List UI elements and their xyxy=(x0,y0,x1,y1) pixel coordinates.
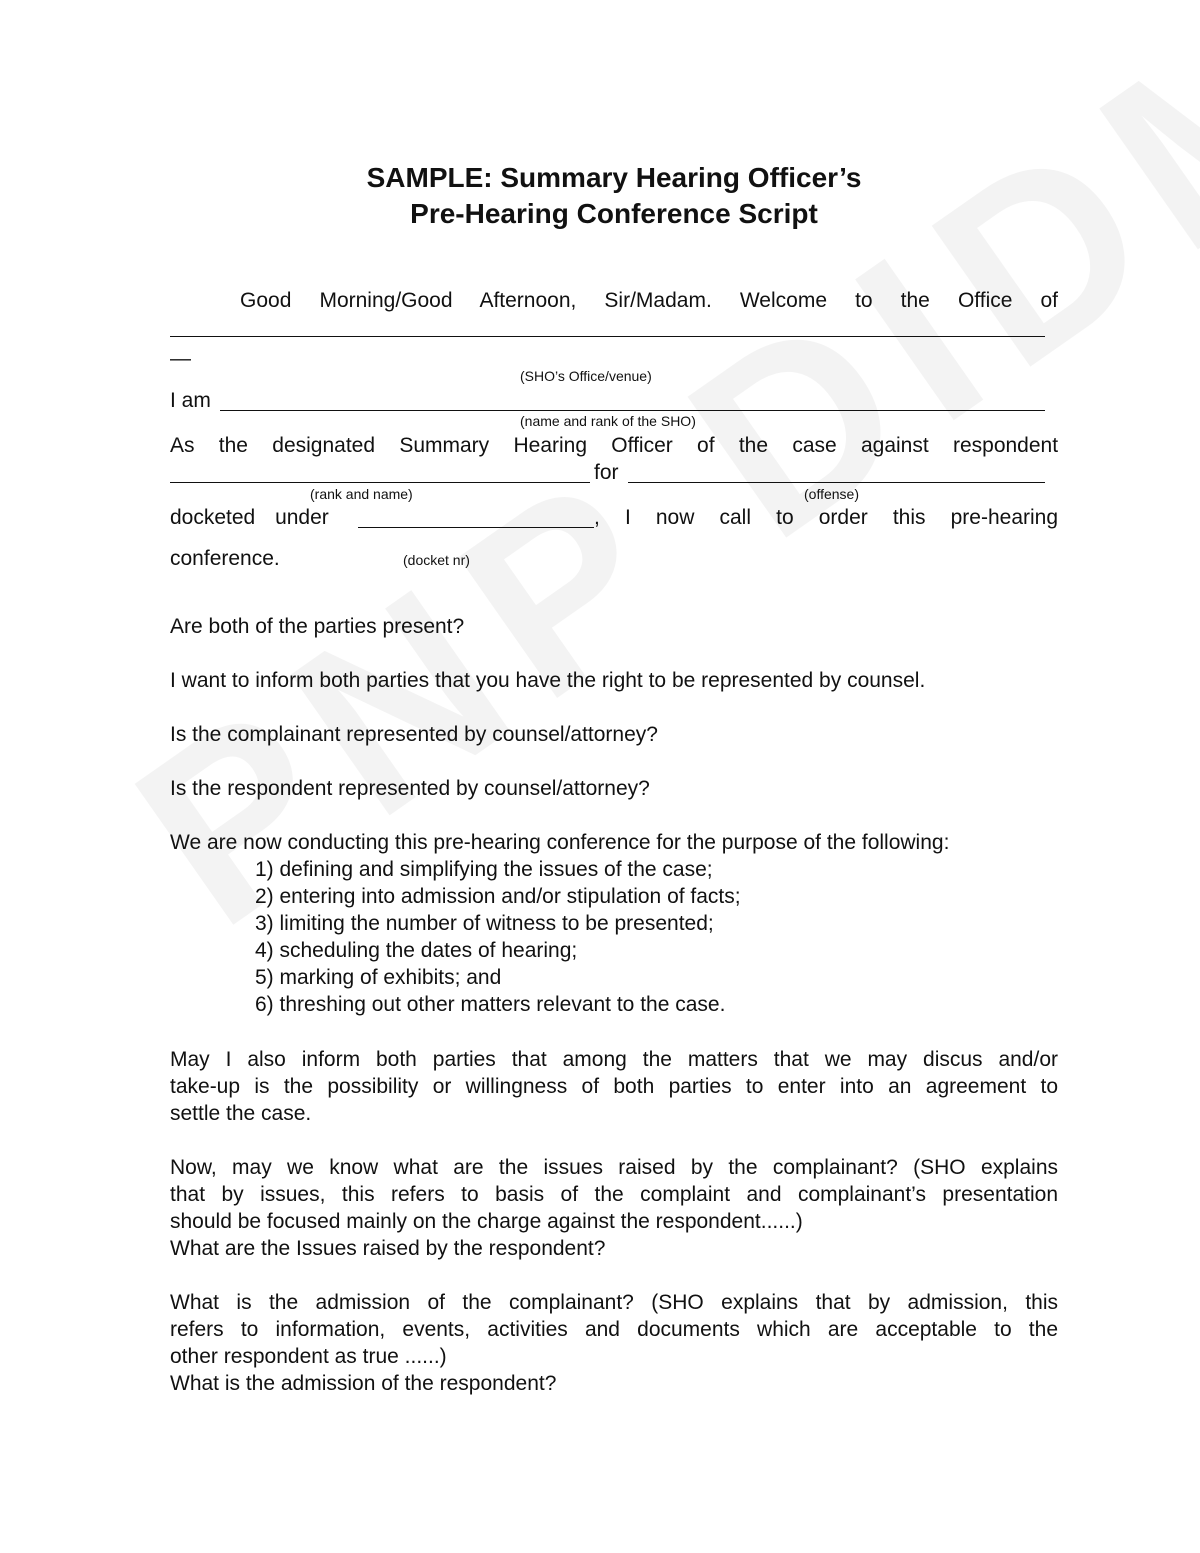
office-blank-line xyxy=(170,336,1045,337)
caption-docket: (docket nr) xyxy=(403,552,470,568)
admission-paragraph-line: other respondent as true ......) xyxy=(170,1345,447,1368)
question-respondent-counsel: Is the respondent represented by counsel/attorney? xyxy=(170,777,650,800)
document-title-line-2: Pre-Hearing Conference Script xyxy=(410,198,818,229)
dash-continuation: — xyxy=(170,347,191,370)
purpose-item: 6) threshing out other matters relevant to the case. xyxy=(255,993,726,1016)
issues-paragraph-line: should be focused mainly on the charge against the respondent......) xyxy=(170,1210,803,1233)
offense-blank-line xyxy=(628,482,1045,483)
designated-line: As the designated Summary Hearing Officer of the case against respondent xyxy=(170,434,1059,457)
respondent-blank-line xyxy=(170,482,590,483)
caption-offense: (offense) xyxy=(804,486,859,502)
settle-paragraph-line: May I also inform both parties that among the matters that we may discus and/or xyxy=(170,1048,1058,1071)
call-to-order-line: , I now call to order this pre-hearing xyxy=(594,506,1059,529)
purpose-item: 1) defining and simplifying the issues of the case; xyxy=(255,858,713,881)
settle-paragraph-line: take-up is the possibility or willingness of both parties to enter into an agreement to xyxy=(170,1075,1058,1098)
i-am-label: I am xyxy=(170,389,211,412)
purpose-item: 3) limiting the number of witness to be presented; xyxy=(255,912,714,935)
for-label: for xyxy=(594,461,619,484)
docket-blank-line xyxy=(358,527,594,528)
caption-office: (SHO’s Office/venue) xyxy=(520,368,652,384)
settle-paragraph-line: settle the case. xyxy=(170,1102,312,1125)
document-title-line-1: SAMPLE: Summary Hearing Officer’s xyxy=(366,162,862,193)
issues-paragraph-line: that by issues, this refers to basis of the complaint and complainant’s presentation xyxy=(170,1183,1058,1206)
purpose-item: 5) marking of exhibits; and xyxy=(255,966,502,989)
question-parties: Are both of the parties present? xyxy=(170,615,465,638)
question-complainant-counsel: Is the complainant represented by counsel/attorney? xyxy=(170,723,658,746)
purpose-item: 2) entering into admission and/or stipulation of facts; xyxy=(255,885,741,908)
name-blank-line xyxy=(220,410,1045,411)
caption-name: (name and rank of the SHO) xyxy=(520,413,696,429)
admission-paragraph-line: refers to information, events, activities and documents which are acceptable to the xyxy=(170,1318,1058,1341)
inform-counsel: I want to inform both parties that you have the right to be represented by counsel. xyxy=(170,669,926,692)
conference-word: conference. xyxy=(170,547,280,570)
admission-paragraph-line: What is the admission of the complainant? (SHO explains that by admission, this xyxy=(170,1291,1058,1314)
greeting-line: Good Morning/Good Afternoon, Sir/Madam. Welcome to the Office of xyxy=(240,289,1059,312)
purpose-intro: We are now conducting this pre-hearing conference for the purpose of the following: xyxy=(170,831,950,854)
issues-paragraph-line: Now, may we know what are the issues raised by the complainant? (SHO explains xyxy=(170,1156,1058,1179)
purpose-item: 4) scheduling the dates of hearing; xyxy=(255,939,578,962)
caption-rank: (rank and name) xyxy=(310,486,413,502)
issues-respondent-question: What are the Issues raised by the respondent? xyxy=(170,1237,606,1260)
admission-respondent-question: What is the admission of the respondent? xyxy=(170,1372,557,1395)
docketed-label: docketed under xyxy=(170,506,329,529)
